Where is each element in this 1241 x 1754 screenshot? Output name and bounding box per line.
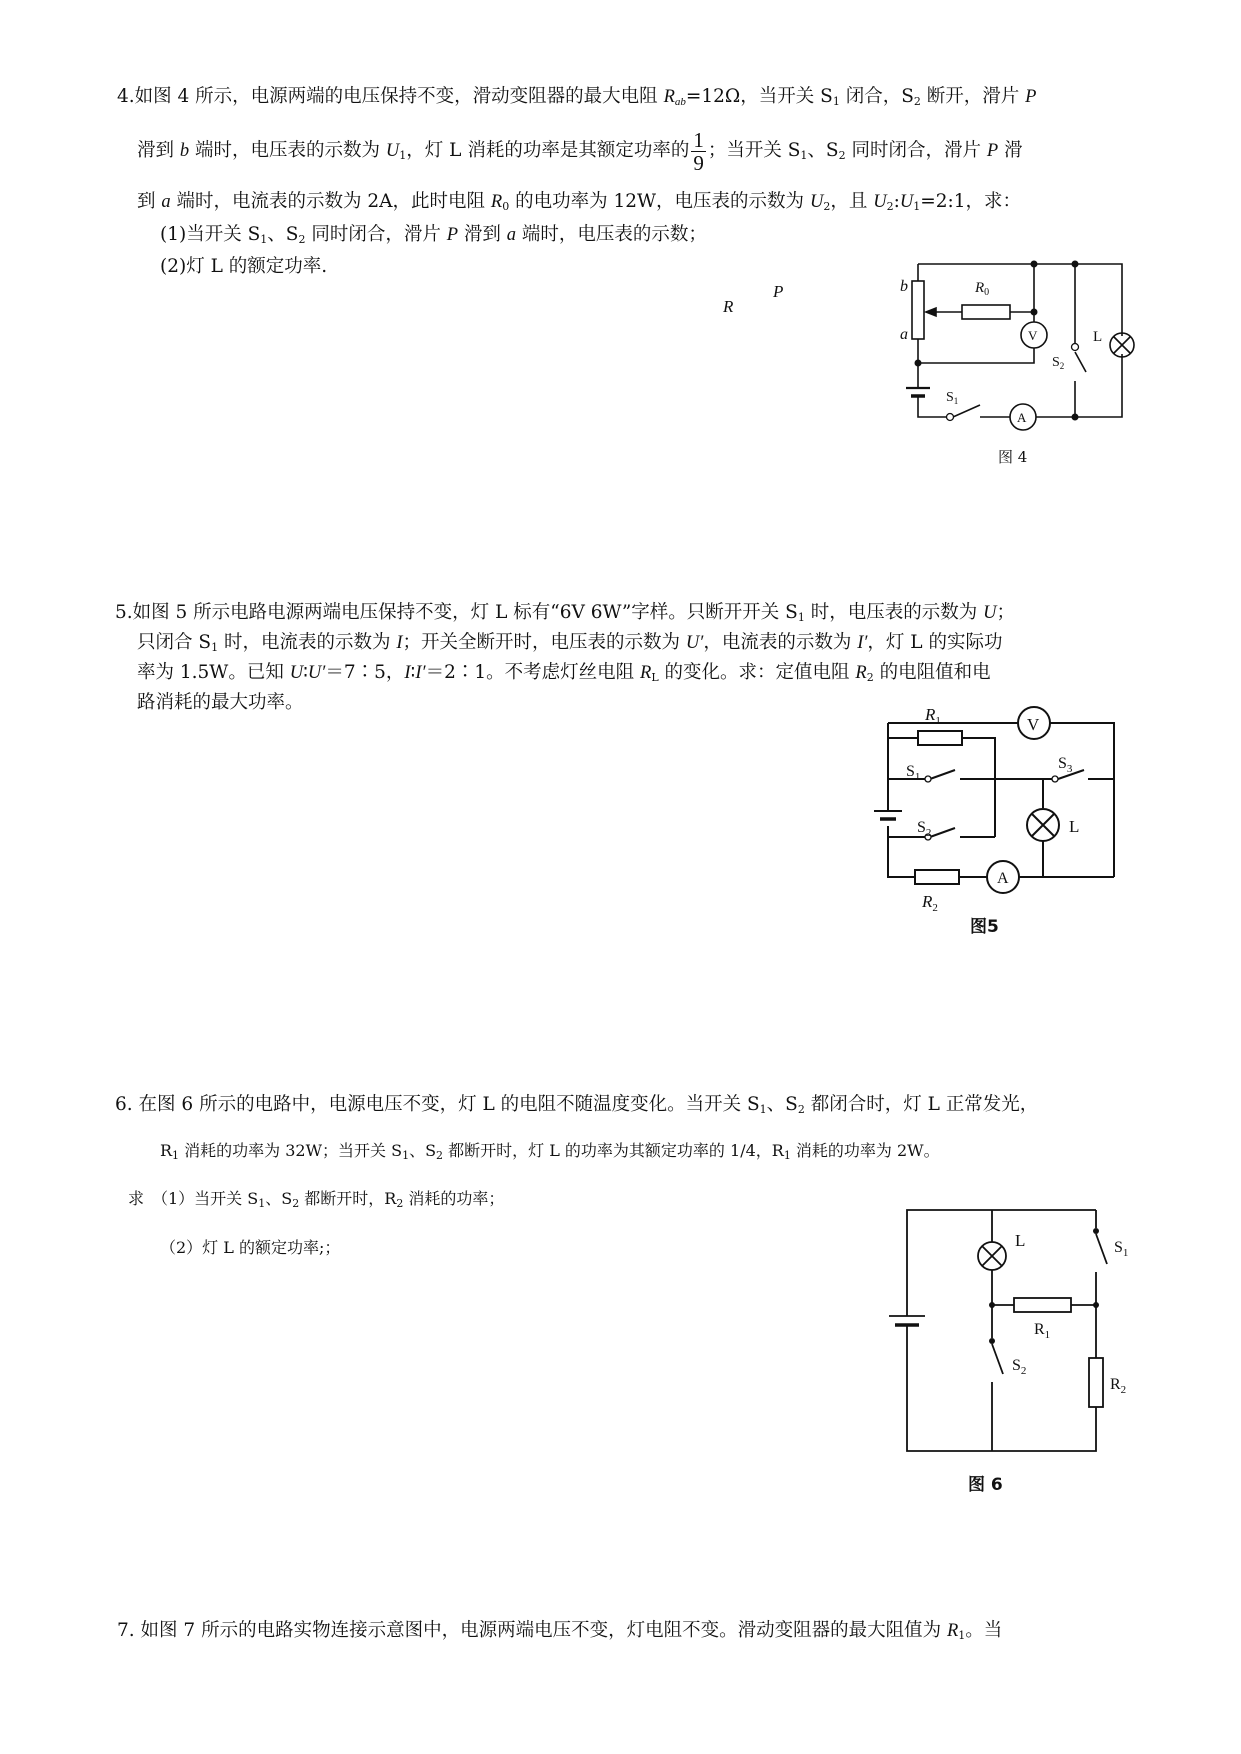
svg-text:R1: $R_1$ bbox=[925, 705, 941, 727]
svg-text:S1: $S_1$ bbox=[1114, 1239, 1129, 1259]
figure-4-caption: 图 4 bbox=[998, 448, 1028, 466]
fig5-label-s3: S bbox=[1058, 755, 1067, 772]
q4-line-2: 滑到 b 端时，电压表的示数为 $U_1$，灯 L 消耗的功率是其额定功率的 $\frac{1}{9}$ ；当开关 $S_1$、$S_2$ 同时闭合，滑片 P 滑 bbox=[137, 127, 1023, 175]
svg-text:S3: $S_3$ bbox=[1058, 755, 1073, 775]
q5-line-3: 率为 1.5W。已知 U∶U′＝7∶5，I∶I′＝2∶1。不考虑灯丝电阻 $R_L$ 的变化。求：定值电阻 $R_2$ 的电阻值和电 bbox=[137, 662, 991, 684]
fig5-label-s2: S bbox=[917, 819, 926, 836]
q5-line-1: 5.如图 5 所示电路电源两端电压保持不变，灯 L 标有“6V 6W”字样。只断开开关 $S_1$ 时，电压表的示数为 U； bbox=[115, 602, 1015, 624]
fig4-ammeter-label: A bbox=[1017, 410, 1027, 425]
q6-line-2: $R_1$ 消耗的功率为 32W；当开关 $S_1$、$S_2$ 都断开时，灯 L 的功率为其额定功率的 1/4，$R_1$ 消耗的功率为 2W。 bbox=[160, 1141, 940, 1162]
svg-text:R1: $R_1$ bbox=[1034, 1321, 1051, 1341]
q4-line-3: 到 a 端时，电流表的示数为 2A，此时电阻 $R_0$ 的电功率为 12W，电压表的示数为 $U_2$，且 $U_2:U_1=2:1$，求： bbox=[137, 191, 1021, 213]
fig5-ammeter-label: A bbox=[997, 870, 1009, 887]
fig6-resistor-r1 bbox=[1014, 1298, 1071, 1312]
figure-6-caption: 图 6 bbox=[968, 1475, 1003, 1495]
fig4-label-s2: S bbox=[1052, 355, 1060, 370]
fig6-resistor-r2 bbox=[1089, 1358, 1103, 1407]
fig5-voltmeter-label: V bbox=[1027, 715, 1040, 734]
fig6-label-l: L bbox=[1015, 1231, 1026, 1250]
stray-label-r: R bbox=[723, 297, 734, 316]
q4-subquestion-2: (2)灯 L 的额定功率. bbox=[160, 256, 328, 277]
fraction-one-ninth: $\frac{1}{9}$ bbox=[693, 127, 704, 175]
figure-5-caption: 图5 bbox=[970, 917, 999, 937]
fig5-label-r2: R bbox=[922, 892, 933, 911]
q4-subquestion-1: (1)当开关 $S_1$、$S_2$ 同时闭合，滑片 P 滑到 a 端时，电压表的示数； bbox=[160, 224, 707, 246]
fig5-label-l: L bbox=[1069, 817, 1080, 836]
svg-text:S2: $S_2$ bbox=[1012, 1357, 1027, 1377]
fig6-label-r2: R bbox=[1110, 1376, 1121, 1393]
q6-line-3: 求 （1）当开关 $S_1$、$S_2$ 都断开时，$R_2$ 消耗的功率； bbox=[128, 1189, 505, 1210]
fig4-label-s1: S bbox=[946, 390, 954, 405]
svg-text:R0: $R_0$ bbox=[975, 280, 990, 298]
svg-text:S1: $S_1$ bbox=[906, 763, 921, 783]
fig6-label-s2: S bbox=[1012, 1357, 1021, 1374]
q4-line-1: 4.如图 4 所示，电源两端的电压保持不变，滑动变阻器的最大电阻 $R_{ab}=12\Omega$，当开关 $S_1$ 闭合，$S_2$ 断开，滑片 P bbox=[117, 86, 1037, 108]
fig6-label-s1: S bbox=[1114, 1239, 1123, 1256]
svg-text:R2: $R_2$ bbox=[1110, 1376, 1127, 1396]
stray-label-p: P bbox=[773, 282, 784, 301]
fig6-label-r1: R bbox=[1034, 1321, 1045, 1338]
svg-text:S2: $S_2$ bbox=[917, 819, 932, 839]
q5-line-2: 只闭合 $S_1$ 时，电流表的示数为 I；开关全断开时，电压表的示数为 U′，电流表的示数为 I′，灯 L 的实际功 bbox=[137, 632, 1003, 654]
q6-line-1: 6. 在图 6 所示的电路中，电源电压不变，灯 L 的电阻不随温度变化。当开关 $S_1$、$S_2$ 都闭合时，灯 L 正常发光， bbox=[115, 1094, 1039, 1116]
fig4-label-l: L bbox=[1093, 329, 1103, 345]
svg-text:S2: $S_2$ bbox=[1052, 355, 1065, 371]
q7-line-1: 7. 如图 7 所示的电路实物连接示意图中，电源两端电压不变，灯电阻不变。滑动变阻器的最大阻值为 $R_1$。当 bbox=[117, 1620, 1003, 1642]
fig5-label-s1: S bbox=[906, 763, 915, 780]
fig4-voltmeter-label: V bbox=[1028, 328, 1038, 343]
q6-line-4: （2）灯 L 的额定功率;； bbox=[160, 1238, 341, 1257]
fig5-label-r1: R bbox=[925, 705, 936, 724]
fig4-label-a: a bbox=[900, 326, 908, 343]
svg-text:R2: $R_2$ bbox=[922, 892, 938, 914]
q5-line-4: 路消耗的最大功率。 bbox=[137, 692, 304, 713]
svg-text:S1: $S_1$ bbox=[946, 390, 959, 406]
fig4-label-b: b bbox=[900, 278, 908, 295]
fig4-label-r0: R bbox=[975, 280, 985, 296]
